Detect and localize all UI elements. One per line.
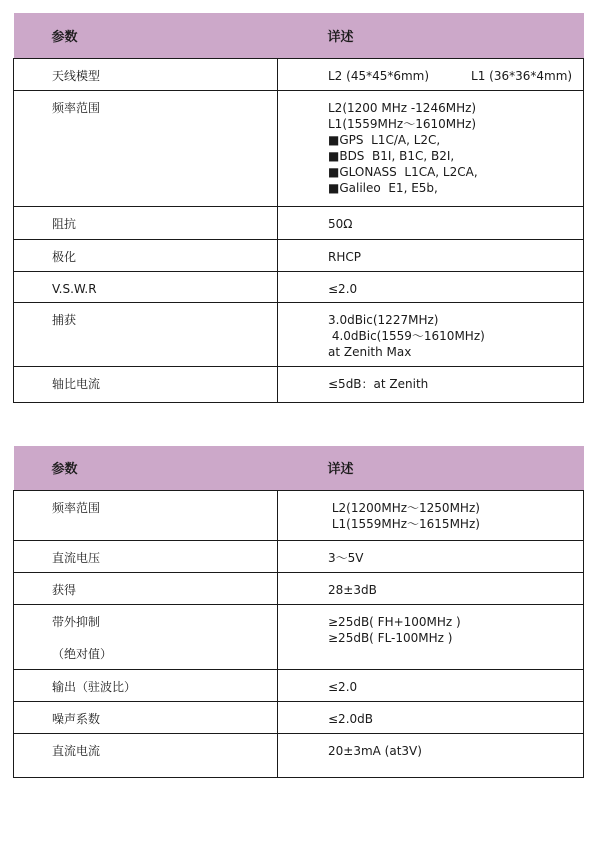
value-line: ≤2.0 xyxy=(328,281,358,296)
row-value xyxy=(278,490,584,540)
row-param: 频率范围 xyxy=(14,90,278,206)
value-line: 3.0dBic(1227MHz) xyxy=(328,312,439,327)
value-line: at Zenith Max xyxy=(328,344,412,359)
row-value xyxy=(278,701,584,733)
row-value xyxy=(278,669,584,701)
param-line: 带外抑制 xyxy=(52,614,101,629)
row-param: 直流电压 xyxy=(14,540,278,572)
table-row xyxy=(14,271,584,302)
header-detail: 详述 xyxy=(278,13,584,58)
row-param: 频率范围 xyxy=(14,490,278,540)
table-row xyxy=(14,90,584,206)
row-value xyxy=(278,366,584,402)
row-param: 输出（驻波比） xyxy=(14,669,278,701)
row-value xyxy=(278,302,584,366)
row-param: 阻抗 xyxy=(14,206,278,239)
table-row xyxy=(14,733,584,777)
table-row xyxy=(14,366,584,402)
value-line: 20±3mA (at3V) xyxy=(328,743,422,758)
row-param: 获得 xyxy=(14,572,278,604)
row-param: 噪声系数 xyxy=(14,701,278,733)
table-row xyxy=(14,572,584,604)
row-param: 天线模型 xyxy=(14,58,278,90)
row-value xyxy=(278,90,584,206)
table-row xyxy=(14,701,584,733)
header-param: 参数 xyxy=(14,13,278,58)
table-header-row xyxy=(14,13,584,58)
row-value xyxy=(278,604,584,669)
value-line: 28±3dB xyxy=(328,582,377,597)
row-param: 直流电流 xyxy=(14,733,278,777)
row-value xyxy=(278,58,584,90)
value-line: RHCP xyxy=(328,249,361,264)
row-param: 极化 xyxy=(14,239,278,271)
row-value xyxy=(278,572,584,604)
value-line: L1(1559MHz～1610MHz) xyxy=(328,116,477,131)
row-param: 捕获 xyxy=(14,302,278,366)
value-line: ■Galileo E1, E5b, xyxy=(328,180,438,195)
value-line: ≤5dB：at Zenith xyxy=(328,376,429,391)
table-header-row xyxy=(14,446,584,490)
row-value xyxy=(278,206,584,239)
table-row xyxy=(14,302,584,366)
table-row xyxy=(14,490,584,540)
value-line: ≤2.0 xyxy=(328,679,358,694)
table-row xyxy=(14,58,584,90)
value-line: ■GLONASS L1CA, L2CA, xyxy=(328,164,478,179)
value-line: ≤2.0dB xyxy=(328,711,373,726)
value-line: L2(1200 MHz -1246MHz) xyxy=(328,100,477,115)
row-value xyxy=(278,271,584,302)
antenna-spec-table xyxy=(13,13,584,403)
lna-spec-table xyxy=(13,446,584,778)
value-line: L2(1200MHz～1250MHz) xyxy=(328,500,480,515)
table-row xyxy=(14,239,584,271)
table-row xyxy=(14,669,584,701)
row-param xyxy=(14,604,278,669)
value-line: ■BDS B1I, B1C, B2I, xyxy=(328,148,455,163)
row-param: 轴比电流 xyxy=(14,366,278,402)
value-line: L1(1559MHz～1615MHz) xyxy=(328,516,480,531)
table-row xyxy=(14,206,584,239)
row-value xyxy=(278,239,584,271)
value-line: ■GPS L1C/A, L2C, xyxy=(328,132,441,147)
value-line: 3～5V xyxy=(328,550,364,565)
row-value xyxy=(278,540,584,572)
header-detail: 详述 xyxy=(278,446,584,490)
value-line: ≥25dB( FH+100MHz ) xyxy=(328,614,461,629)
param-line: （绝对值） xyxy=(52,646,113,661)
value-line: L2 (45*45*6mm) L1 (36*36*4mm) xyxy=(328,68,573,83)
table-row xyxy=(14,540,584,572)
header-param: 参数 xyxy=(14,446,278,490)
value-line: 50Ω xyxy=(328,216,353,231)
row-value xyxy=(278,733,584,777)
value-line: ≥25dB( FL-100MHz ) xyxy=(328,630,453,645)
row-param: V.S.W.R xyxy=(14,271,278,302)
value-line: 4.0dBic(1559～1610MHz) xyxy=(328,328,485,343)
table-row xyxy=(14,604,584,669)
